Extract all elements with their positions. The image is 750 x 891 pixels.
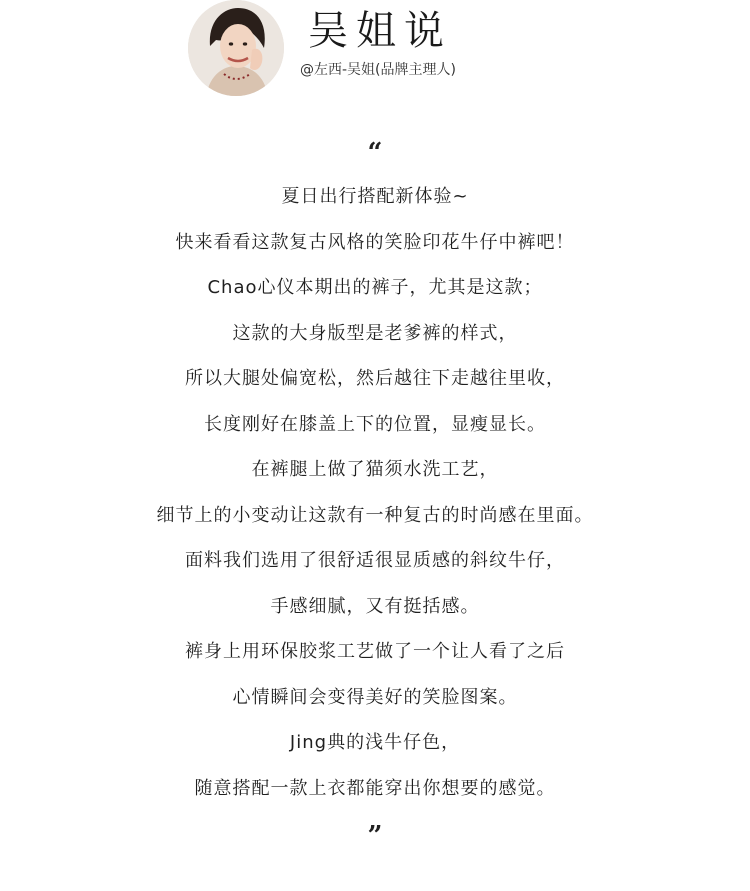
body-line: 在裤腿上做了猫须水洗工艺， <box>251 459 499 480</box>
open-quote-icon: “ <box>367 138 383 168</box>
avatar-portrait-icon <box>188 0 284 96</box>
body-line: 随意搭配一款上衣都能穿出你想要的感觉。 <box>194 777 556 799</box>
body-line: 细节上的小变动让这款有一种复古的时尚感在里面。 <box>156 504 594 526</box>
body-line: 长度刚好在膝盖上下的位置，显瘦显长。 <box>204 413 546 435</box>
body-line: 手感细腻，又有挺括感。 <box>270 595 480 617</box>
body-line: 所以大腿处偏宽松，然后越往下走越往里收， <box>185 368 565 389</box>
body-line: 面料我们选用了很舒适很显质感的斜纹牛仔， <box>185 550 565 571</box>
author-handle[interactable]: @左西-吴姐(品牌主理人) <box>300 62 456 78</box>
author-header <box>0 0 750 110</box>
body-line: Chao心仪本期出的裤子，尤其是这款； <box>207 277 543 298</box>
article-body <box>0 174 750 811</box>
author-name: 吴姐说 <box>308 8 452 54</box>
body-line: 这款的大身版型是老爹裤的样式， <box>232 322 518 344</box>
body-line: 快来看看这款复古风格的笑脸印花牛仔中裤吧！ <box>175 231 575 253</box>
close-quote-icon: ” <box>367 821 383 851</box>
body-line: 裤身上用环保胶浆工艺做了一个让人看了之后 <box>185 641 565 662</box>
avatar[interactable] <box>188 0 284 96</box>
body-line: Jing典的浅牛仔色， <box>289 732 461 753</box>
body-line: 心情瞬间会变得美好的笑脸图案。 <box>232 686 518 708</box>
body-line: 夏日出行搭配新体验~ <box>281 186 469 207</box>
